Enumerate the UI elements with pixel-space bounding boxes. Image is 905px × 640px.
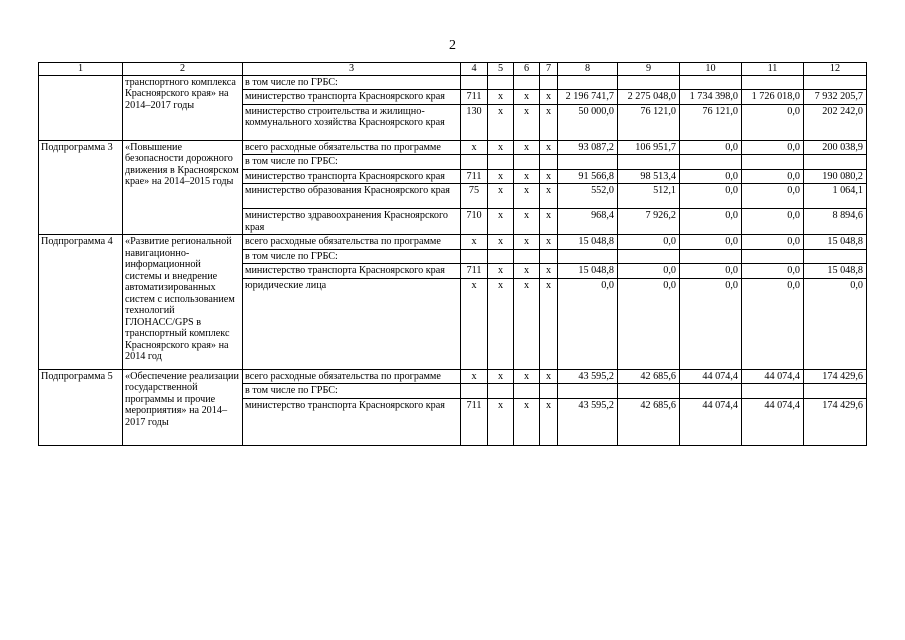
row-description: юридические лица [243,278,461,369]
cell-c8: 2 196 741,7 [558,90,618,105]
cell-c9: 98 513,4 [618,169,680,184]
column-header-1: 1 [39,63,123,76]
subprogram-name: «Развитие региональной навигационно-информационной системы и внедрение автоматизированных систем с использованием технологий ГЛОНАСС/GPS в транспортный комплекс Красноярского края» на 2014 год [123,235,243,370]
cell-c7 [540,249,558,264]
cell-c11 [742,75,804,90]
column-header-6: 6 [514,63,540,76]
cell-c5: х [488,140,514,155]
cell-c4: х [461,369,488,384]
cell-c11: 44 074,4 [742,369,804,384]
row-description: министерство образования Красноярского края [243,184,461,209]
row-description: в том числе по ГРБС: [243,75,461,90]
cell-c8: 93 087,2 [558,140,618,155]
cell-c12: 15 048,8 [804,264,867,279]
cell-c12 [804,249,867,264]
row-description: министерство транспорта Красноярского края [243,398,461,445]
column-header-8: 8 [558,63,618,76]
cell-c4: х [461,278,488,369]
cell-c5 [488,155,514,170]
cell-c10: 44 074,4 [680,369,742,384]
cell-c6 [514,384,540,399]
cell-c6: х [514,184,540,209]
row-description: всего расходные обязательства по программе [243,369,461,384]
row-description: в том числе по ГРБС: [243,155,461,170]
cell-c10: 0,0 [680,278,742,369]
cell-c10 [680,249,742,264]
cell-c11: 0,0 [742,209,804,235]
cell-c5: х [488,90,514,105]
page-number: 2 [449,38,456,53]
cell-c8: 15 048,8 [558,235,618,250]
cell-c12 [804,75,867,90]
table-row [39,140,867,155]
cell-c6: х [514,140,540,155]
cell-c7: х [540,90,558,105]
column-header-7: 7 [540,63,558,76]
cell-c9 [618,384,680,399]
cell-c7: х [540,235,558,250]
cell-c6: х [514,169,540,184]
budget-table [38,62,867,446]
table-row [39,235,867,250]
cell-c7: х [540,140,558,155]
cell-c4: 130 [461,104,488,140]
cell-c4: 711 [461,264,488,279]
cell-c12: 1 064,1 [804,184,867,209]
cell-c4 [461,155,488,170]
cell-c10 [680,155,742,170]
cell-c9: 0,0 [618,278,680,369]
cell-c9: 512,1 [618,184,680,209]
row-description: министерство строительства и жилищно-коммунального хозяйства Красноярского края [243,104,461,140]
cell-c8: 552,0 [558,184,618,209]
subprogram-label: Подпрограмма 4 [39,235,123,370]
cell-c10: 0,0 [680,184,742,209]
cell-c11 [742,249,804,264]
table-row [39,75,867,90]
cell-c9 [618,249,680,264]
row-description: министерство транспорта Красноярского края [243,264,461,279]
cell-c6: х [514,398,540,445]
subprogram-label: Подпрограмма 5 [39,369,123,445]
cell-c5: х [488,209,514,235]
cell-c8: 43 595,2 [558,398,618,445]
cell-c6: х [514,104,540,140]
cell-c7: х [540,169,558,184]
column-header-4: 4 [461,63,488,76]
cell-c11: 0,0 [742,264,804,279]
cell-c9: 2 275 048,0 [618,90,680,105]
cell-c12 [804,384,867,399]
cell-c6: х [514,235,540,250]
cell-c9: 106 951,7 [618,140,680,155]
cell-c6 [514,155,540,170]
cell-c11 [742,155,804,170]
cell-c10: 0,0 [680,209,742,235]
cell-c5: х [488,104,514,140]
cell-c6: х [514,90,540,105]
cell-c12: 190 080,2 [804,169,867,184]
cell-c10 [680,75,742,90]
cell-c7: х [540,209,558,235]
cell-c9 [618,155,680,170]
cell-c8: 15 048,8 [558,264,618,279]
cell-c10: 0,0 [680,264,742,279]
cell-c6: х [514,369,540,384]
cell-c9: 0,0 [618,235,680,250]
cell-c5: х [488,235,514,250]
cell-c5: х [488,184,514,209]
cell-c7 [540,75,558,90]
cell-c12: 0,0 [804,278,867,369]
subprogram-name: транспортного комплекса Красноярского края» на 2014–2017 годы [123,75,243,140]
cell-c7: х [540,184,558,209]
cell-c5: х [488,169,514,184]
cell-c10: 0,0 [680,169,742,184]
cell-c8: 968,4 [558,209,618,235]
column-header-9: 9 [618,63,680,76]
row-description: всего расходные обязательства по программе [243,140,461,155]
cell-c9: 42 685,6 [618,398,680,445]
cell-c4 [461,384,488,399]
subprogram-label: Подпрограмма 3 [39,140,123,235]
column-header-10: 10 [680,63,742,76]
row-description: в том числе по ГРБС: [243,384,461,399]
cell-c6: х [514,209,540,235]
cell-c9 [618,75,680,90]
cell-c5: х [488,278,514,369]
row-description: в том числе по ГРБС: [243,249,461,264]
cell-c6: х [514,264,540,279]
cell-c6 [514,75,540,90]
cell-c7: х [540,104,558,140]
cell-c12: 8 894,6 [804,209,867,235]
cell-c4: 710 [461,209,488,235]
cell-c10: 76 121,0 [680,104,742,140]
cell-c10: 44 074,4 [680,398,742,445]
cell-c8: 43 595,2 [558,369,618,384]
cell-c12: 174 429,6 [804,398,867,445]
cell-c10 [680,384,742,399]
cell-c10: 0,0 [680,140,742,155]
cell-c5: х [488,369,514,384]
cell-c4 [461,75,488,90]
cell-c4: 711 [461,90,488,105]
cell-c11: 0,0 [742,235,804,250]
cell-c7 [540,384,558,399]
cell-c4: х [461,140,488,155]
cell-c5: х [488,264,514,279]
cell-c9: 0,0 [618,264,680,279]
cell-c8 [558,155,618,170]
cell-c11: 0,0 [742,104,804,140]
cell-c8: 0,0 [558,278,618,369]
cell-c12: 202 242,0 [804,104,867,140]
column-header-3: 3 [243,63,461,76]
cell-c8 [558,75,618,90]
cell-c5: х [488,398,514,445]
column-header-5: 5 [488,63,514,76]
column-header-12: 12 [804,63,867,76]
cell-c4: 711 [461,398,488,445]
cell-c11: 1 726 018,0 [742,90,804,105]
cell-c4: 75 [461,184,488,209]
cell-c11: 0,0 [742,169,804,184]
cell-c10: 0,0 [680,235,742,250]
cell-c5 [488,384,514,399]
cell-c9: 42 685,6 [618,369,680,384]
cell-c11: 0,0 [742,184,804,209]
cell-c7: х [540,369,558,384]
column-header-11: 11 [742,63,804,76]
cell-c4: 711 [461,169,488,184]
row-description: министерство транспорта Красноярского края [243,90,461,105]
cell-c7: х [540,264,558,279]
table-row [39,369,867,384]
cell-c8 [558,249,618,264]
row-description: министерство транспорта Красноярского края [243,169,461,184]
cell-c7: х [540,398,558,445]
cell-c5 [488,249,514,264]
row-description: всего расходные обязательства по программе [243,235,461,250]
cell-c11: 0,0 [742,278,804,369]
cell-c7 [540,155,558,170]
cell-c9: 7 926,2 [618,209,680,235]
cell-c12: 174 429,6 [804,369,867,384]
cell-c8: 50 000,0 [558,104,618,140]
cell-c7: х [540,278,558,369]
cell-c11 [742,384,804,399]
cell-c8: 91 566,8 [558,169,618,184]
cell-c11: 0,0 [742,140,804,155]
subprogram-name: «Обеспечение реализации государственной программы и прочие мероприятия» на 2014–2017 годы [123,369,243,445]
cell-c9: 76 121,0 [618,104,680,140]
cell-c11: 44 074,4 [742,398,804,445]
cell-c6 [514,249,540,264]
cell-c12: 7 932 205,7 [804,90,867,105]
row-description: министерство здравоохранения Красноярского края [243,209,461,235]
cell-c8 [558,384,618,399]
subprogram-name: «Повышение безопасности дорожного движения в Красноярском крае» на 2014–2015 годы [123,140,243,235]
cell-c12: 200 038,9 [804,140,867,155]
cell-c12 [804,155,867,170]
cell-c5 [488,75,514,90]
cell-c4 [461,249,488,264]
cell-c12: 15 048,8 [804,235,867,250]
cell-c6: х [514,278,540,369]
subprogram-label [39,75,123,140]
cell-c10: 1 734 398,0 [680,90,742,105]
cell-c4: х [461,235,488,250]
header-row [39,63,867,76]
column-header-2: 2 [123,63,243,76]
